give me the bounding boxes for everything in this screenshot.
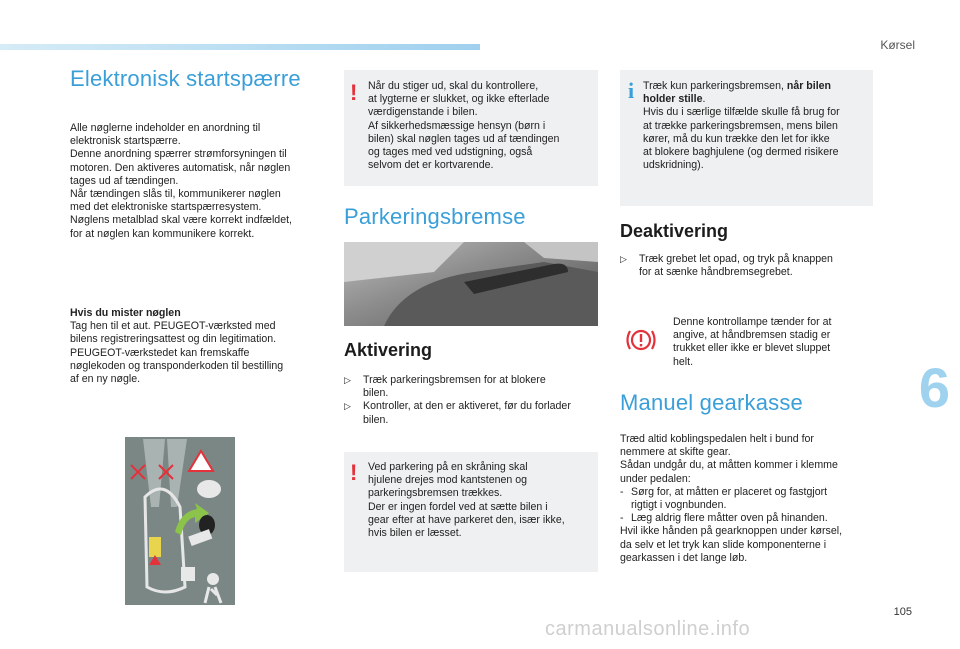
- text-line: da selv et let tryk kan slide komponenterne i: [620, 538, 827, 551]
- parkeringsbremse-title: Parkeringsbremse: [344, 204, 526, 229]
- text-line: hjulene drejes mod kantstenen og: [368, 474, 528, 487]
- text-line: Ved parkering på en skråning skal: [368, 461, 528, 473]
- text-line: Hvil ikke hånden på gearknoppen under kørsel,: [620, 525, 843, 538]
- exit-warning-text: [368, 80, 596, 172]
- aktivering-heading: Aktivering: [344, 340, 433, 360]
- aktivering-bullets: [344, 374, 600, 427]
- text-line: Når tændingen slås til, kommunikerer nøglen: [70, 188, 281, 201]
- text-line: med det elektroniske startspærresystem.: [70, 201, 262, 214]
- triangle-right-icon: ▷: [620, 254, 627, 264]
- dash-item: - Sørg for, at måtten er placeret og fastgjort rigtigt i vognbunden.: [620, 485, 828, 512]
- bullet-text: Træk grebet let opad, og tryk på knappen: [639, 253, 833, 265]
- watermark: carmanualsonline.info: [545, 618, 751, 640]
- text-line: bilens registreringsattest og din legitimation.: [70, 333, 277, 346]
- text-line: selvom det er kortvarende.: [368, 159, 494, 172]
- text-line: værdigenstande i bilen.: [368, 106, 478, 119]
- text-line: helt.: [673, 355, 694, 368]
- text-line: Træd altid koblingspedalen helt i bund for: [620, 433, 814, 445]
- lamp-text: [673, 316, 873, 369]
- text-line: for at nøglen kan kommunikere korrekt.: [70, 227, 255, 240]
- section-title: Kørsel: [880, 38, 915, 52]
- text-line: angive, at håndbremsen stadig er: [673, 329, 831, 342]
- parking-brake-lamp-icon: [624, 325, 658, 355]
- deaktivering-bullet: [620, 253, 870, 279]
- text-line: Alle nøglerne indeholder en anordning til: [70, 122, 261, 134]
- bullet-text: bilen.: [363, 387, 389, 400]
- text-line: parkeringsbremsen trækkes.: [368, 487, 503, 500]
- text-line: Af sikkerhedsmæssige hensyn (børn i: [368, 119, 546, 132]
- text-line: og tages med ved udstigning, også: [368, 146, 533, 159]
- text-line: tages ud af tændingen.: [70, 174, 179, 187]
- parking-brake-photo: [344, 242, 598, 326]
- text-line: nøglekoden og transponderkoden til bestilling: [70, 359, 284, 372]
- text-line: gear efter at have parkeret den, især ikke,: [368, 513, 565, 526]
- text-line: Tag hen til et aut. PEUGEOT-værksted med: [70, 320, 276, 333]
- text-line: under pedalen:: [620, 472, 691, 485]
- text-line: af en ny nøgle.: [70, 373, 141, 386]
- dash-text: Læg aldrig flere måtter oven på hinanden.: [631, 512, 828, 525]
- dash-item: - Læg aldrig flere måtter oven på hinanden.: [620, 512, 828, 525]
- text-line: Hvis du i særlige tilfælde skulle få brug for: [643, 106, 840, 119]
- text-line: motoren. Den aktiveres automatisk, når nøglen: [70, 161, 291, 174]
- text-line: Sådan undgår du, at måtten kommer i klemme: [620, 459, 838, 472]
- chapter-number: 6: [918, 356, 950, 419]
- text-line: trukket eller ikke er blevet sluppet: [673, 342, 831, 355]
- text-line: bilen) skal nøglen tages ud af tændingen: [368, 132, 560, 145]
- info-icon: i: [628, 78, 635, 103]
- text-line: Der er ingen fordel ved at sætte bilen i: [368, 500, 548, 513]
- text-line: nemmere at skifte gear.: [620, 446, 731, 459]
- dash-text: Sørg for, at måtten er placeret og fastgjort: [631, 485, 828, 498]
- top-accent-bar: [0, 44, 480, 50]
- text-line: at lygterne er slukket, og ikke efterlade: [368, 93, 550, 106]
- dash-text: rigtigt i vognbunden.: [631, 499, 727, 512]
- lost-key-paragraph: [70, 307, 330, 386]
- text-line: Når du stiger ud, skal du kontrollere,: [368, 80, 539, 92]
- bullet-item: [344, 400, 600, 426]
- bullet-text: for at sænke håndbremsegrebet.: [639, 266, 793, 279]
- text-line: udskridning).: [643, 159, 704, 172]
- lost-key-heading: Hvis du mister nøglen: [70, 307, 181, 319]
- info-box-text: Træk kun parkeringsbremsen, når bilen holder stille. Hvis du i særlige tilfælde skulle få brug for at trække parkeringsbremsen, mens bilen kører, må du kun trække den let for ikke at blokere baghjulene (og dermed risikere udskridning).: [643, 80, 871, 172]
- startspaerre-intro: [70, 122, 330, 241]
- bullet-text: Træk parkeringsbremsen for at blokere: [363, 374, 546, 386]
- text-line: Denne anordning spærrer strømforsyningen til: [70, 148, 287, 161]
- text-line: elektronisk startspærre.: [70, 135, 181, 148]
- gearkasse-text: [620, 433, 876, 565]
- page-number: 105: [893, 606, 912, 618]
- bullet-text: bilen.: [363, 413, 389, 426]
- gearkasse-title: Manuel gearkasse: [620, 390, 803, 415]
- text-line: gearkassen i det lange løb.: [620, 551, 748, 564]
- warning-icon: !: [350, 460, 358, 485]
- slope-warning-text: [368, 461, 596, 540]
- text-line: PEUGEOT-værkstedet kan fremskaffe: [70, 346, 250, 359]
- startspaerre-title: Elektronisk startspærre: [70, 66, 301, 91]
- text-line: at blokere baghjulene (og dermed risikere: [643, 146, 839, 159]
- text-line: kører, må du kun trække den let for ikke: [643, 132, 830, 145]
- text-line: hvis bilen er læsset.: [368, 527, 462, 540]
- triangle-right-icon: ▷: [344, 375, 351, 385]
- warning-icon: !: [350, 80, 358, 105]
- deaktivering-heading: Deaktivering: [620, 221, 729, 241]
- text-line: Denne kontrollampe tænder for at: [673, 316, 832, 328]
- bullet-text: Kontroller, at den er aktiveret, før du forlader: [363, 400, 571, 413]
- bullet-item: [344, 374, 600, 400]
- key-illustration: [125, 437, 235, 605]
- bullet-item: [620, 253, 870, 279]
- text-line: Nøglens metalblad skal være korrekt indfældet,: [70, 214, 292, 227]
- text-line: at trække parkeringsbremsen, mens bilen: [643, 119, 838, 132]
- triangle-right-icon: ▷: [344, 401, 351, 412]
